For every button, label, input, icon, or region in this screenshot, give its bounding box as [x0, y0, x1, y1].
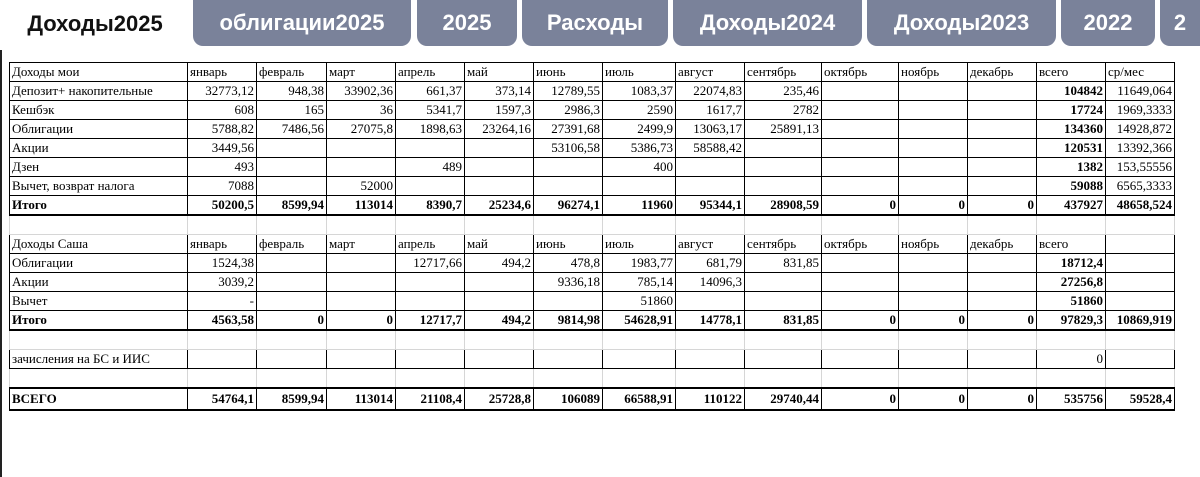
cell[interactable]: 1983,77 [603, 254, 676, 273]
cell[interactable]: 36 [327, 101, 396, 120]
cell[interactable] [327, 139, 396, 158]
cell[interactable] [327, 330, 396, 350]
cell[interactable]: Облигации [10, 120, 188, 139]
cell[interactable] [822, 330, 899, 350]
cell[interactable] [968, 177, 1037, 196]
cell[interactable] [396, 177, 465, 196]
cell[interactable] [745, 139, 822, 158]
cell[interactable]: сентябрь [745, 235, 822, 254]
cell[interactable] [745, 330, 822, 350]
cell[interactable]: 12717,66 [396, 254, 465, 273]
cell[interactable] [676, 158, 745, 177]
cell[interactable]: 8599,94 [257, 196, 327, 216]
tab-2025[interactable]: 2025 [417, 0, 517, 46]
cell[interactable] [534, 177, 603, 196]
cell[interactable]: 106089 [534, 388, 603, 410]
cell[interactable] [534, 330, 603, 350]
cell[interactable]: 23264,16 [465, 120, 534, 139]
cell[interactable] [1106, 235, 1175, 254]
cell[interactable] [899, 158, 968, 177]
cell[interactable]: май [465, 63, 534, 82]
cell[interactable]: 12717,7 [396, 311, 465, 331]
cell[interactable]: 0 [822, 388, 899, 410]
cell[interactable]: Акции [10, 139, 188, 158]
cell[interactable]: Депозит+ накопительные [10, 82, 188, 101]
cell[interactable]: 0 [968, 388, 1037, 410]
cell[interactable]: 165 [257, 101, 327, 120]
cell[interactable] [327, 254, 396, 273]
cell[interactable] [188, 215, 257, 235]
cell[interactable]: 7486,56 [257, 120, 327, 139]
cell[interactable] [257, 254, 327, 273]
cell[interactable] [257, 177, 327, 196]
cell[interactable] [822, 273, 899, 292]
cell[interactable]: Итого [10, 196, 188, 216]
cell[interactable]: 22074,83 [676, 82, 745, 101]
cell[interactable] [899, 330, 968, 350]
cell[interactable] [899, 254, 968, 273]
cell[interactable]: февраль [257, 235, 327, 254]
cell[interactable]: май [465, 235, 534, 254]
cell[interactable]: сентябрь [745, 63, 822, 82]
cell[interactable] [822, 215, 899, 235]
cell[interactable]: июнь [534, 235, 603, 254]
cell[interactable]: 48658,524 [1106, 196, 1175, 216]
cell[interactable]: 0 [899, 196, 968, 216]
cell[interactable]: 32773,12 [188, 82, 257, 101]
cell[interactable]: 493 [188, 158, 257, 177]
sasha-income-total-row [10, 311, 1175, 331]
cell[interactable] [10, 330, 188, 350]
cell[interactable]: 1524,38 [188, 254, 257, 273]
cell[interactable] [465, 215, 534, 235]
cell[interactable]: 6565,3333 [1106, 177, 1175, 196]
cell[interactable]: Доходы мои [10, 63, 188, 82]
cell[interactable]: ноябрь [899, 63, 968, 82]
cell[interactable]: 9336,18 [534, 273, 603, 292]
cell[interactable]: 1898,63 [396, 120, 465, 139]
cell[interactable]: 14928,872 [1106, 120, 1175, 139]
cell[interactable]: 29740,44 [745, 388, 822, 410]
cell[interactable] [676, 177, 745, 196]
cell[interactable]: ср/мес [1106, 63, 1175, 82]
cell[interactable] [822, 101, 899, 120]
cell[interactable]: 2986,3 [534, 101, 603, 120]
cell[interactable]: 5341,7 [396, 101, 465, 120]
cell[interactable] [327, 350, 396, 369]
cell[interactable]: 494,2 [465, 254, 534, 273]
cell[interactable] [968, 292, 1037, 311]
cell[interactable] [745, 158, 822, 177]
cell[interactable] [465, 369, 534, 389]
cell[interactable]: 97829,3 [1037, 311, 1106, 331]
cell[interactable]: 9814,98 [534, 311, 603, 331]
cell[interactable] [327, 273, 396, 292]
cell[interactable]: 25728,8 [465, 388, 534, 410]
cell[interactable] [1106, 215, 1175, 235]
cell[interactable]: 17724 [1037, 101, 1106, 120]
cell[interactable]: 96274,1 [534, 196, 603, 216]
cell[interactable] [188, 330, 257, 350]
cell[interactable]: 18712,4 [1037, 254, 1106, 273]
cell[interactable] [899, 139, 968, 158]
cell[interactable] [603, 215, 676, 235]
cell[interactable] [968, 254, 1037, 273]
cell[interactable]: 373,14 [465, 82, 534, 101]
cell[interactable] [465, 330, 534, 350]
cell[interactable]: 59528,4 [1106, 388, 1175, 410]
cell[interactable]: 400 [603, 158, 676, 177]
cell[interactable] [899, 350, 968, 369]
cell[interactable] [968, 273, 1037, 292]
cell[interactable]: 14096,3 [676, 273, 745, 292]
my-income-row [10, 82, 1175, 101]
cell[interactable] [1037, 369, 1106, 389]
cell[interactable] [676, 369, 745, 389]
cell[interactable]: 2782 [745, 101, 822, 120]
cell[interactable]: 51860 [603, 292, 676, 311]
cell[interactable]: 8390,7 [396, 196, 465, 216]
cell[interactable] [899, 120, 968, 139]
cell[interactable]: 110122 [676, 388, 745, 410]
cell[interactable]: 0 [968, 311, 1037, 331]
cell[interactable]: 661,37 [396, 82, 465, 101]
cell[interactable] [327, 158, 396, 177]
cell[interactable] [676, 350, 745, 369]
cell[interactable] [745, 292, 822, 311]
tab-dohody2023[interactable]: Доходы2023 [867, 0, 1056, 46]
cell[interactable]: апрель [396, 63, 465, 82]
cell[interactable]: 489 [396, 158, 465, 177]
sasha-income-row [10, 254, 1175, 273]
cell[interactable] [465, 350, 534, 369]
cell[interactable]: 51860 [1037, 292, 1106, 311]
my-income-row [10, 101, 1175, 120]
tab-overflow[interactable]: 2 [1160, 0, 1200, 46]
cell[interactable] [968, 330, 1037, 350]
cell[interactable] [465, 158, 534, 177]
sasha-income-row [10, 292, 1175, 311]
cell[interactable] [534, 292, 603, 311]
cell[interactable]: 1083,37 [603, 82, 676, 101]
cell[interactable]: март [327, 63, 396, 82]
cell[interactable]: 437927 [1037, 196, 1106, 216]
my-income-row [10, 139, 1175, 158]
cell[interactable] [745, 273, 822, 292]
cell[interactable]: 0 [899, 311, 968, 331]
cell[interactable]: 0 [899, 388, 968, 410]
cell[interactable] [1106, 369, 1175, 389]
cell[interactable]: ноябрь [899, 235, 968, 254]
cell[interactable] [822, 369, 899, 389]
cell[interactable] [603, 369, 676, 389]
cell[interactable] [822, 350, 899, 369]
cell[interactable]: 0 [257, 311, 327, 331]
cell[interactable]: 33902,36 [327, 82, 396, 101]
cell[interactable]: 13063,17 [676, 120, 745, 139]
cell[interactable]: 3449,56 [188, 139, 257, 158]
sasha-income-header-row [10, 235, 1175, 254]
tab-obligacii2025[interactable]: облигации2025 [193, 0, 411, 46]
cell[interactable] [188, 369, 257, 389]
blank-row [10, 330, 1175, 350]
cell[interactable] [1037, 330, 1106, 350]
cell[interactable] [257, 158, 327, 177]
cell[interactable]: Дзен [10, 158, 188, 177]
cell[interactable]: 59088 [1037, 177, 1106, 196]
cell[interactable]: август [676, 235, 745, 254]
cell[interactable] [822, 120, 899, 139]
cell[interactable] [968, 101, 1037, 120]
cell[interactable]: 7088 [188, 177, 257, 196]
cell[interactable] [745, 177, 822, 196]
cell[interactable]: июль [603, 235, 676, 254]
cell[interactable]: август [676, 63, 745, 82]
cell[interactable]: 66588,91 [603, 388, 676, 410]
cell[interactable]: 27075,8 [327, 120, 396, 139]
cell[interactable] [327, 292, 396, 311]
cell[interactable]: 831,85 [745, 311, 822, 331]
cell[interactable]: Акции [10, 273, 188, 292]
cell[interactable] [257, 330, 327, 350]
cell[interactable] [188, 350, 257, 369]
cell[interactable]: 11960 [603, 196, 676, 216]
cell[interactable] [396, 292, 465, 311]
cell[interactable]: 478,8 [534, 254, 603, 273]
cell[interactable] [745, 215, 822, 235]
cell[interactable]: 2590 [603, 101, 676, 120]
cell[interactable]: февраль [257, 63, 327, 82]
cell[interactable]: ВСЕГО [10, 388, 188, 410]
cell[interactable]: 8599,94 [257, 388, 327, 410]
cell[interactable] [396, 369, 465, 389]
cell[interactable]: 27391,68 [534, 120, 603, 139]
cell[interactable]: 535756 [1037, 388, 1106, 410]
cell[interactable]: 25234,6 [465, 196, 534, 216]
cell[interactable] [822, 139, 899, 158]
tab-2022[interactable]: 2022 [1061, 0, 1155, 46]
cell[interactable]: Облигации [10, 254, 188, 273]
cell[interactable] [465, 273, 534, 292]
cell[interactable]: 13392,366 [1106, 139, 1175, 158]
cell[interactable]: 608 [188, 101, 257, 120]
cell[interactable]: 948,38 [257, 82, 327, 101]
cell[interactable]: 1969,3333 [1106, 101, 1175, 120]
cell[interactable] [10, 369, 188, 389]
cell[interactable]: 50200,5 [188, 196, 257, 216]
cell[interactable]: 113014 [327, 196, 396, 216]
cell[interactable]: всего [1037, 235, 1106, 254]
cell[interactable] [534, 215, 603, 235]
cell[interactable]: 785,14 [603, 273, 676, 292]
cell[interactable] [465, 139, 534, 158]
cell[interactable]: 53106,58 [534, 139, 603, 158]
cell[interactable] [396, 273, 465, 292]
cell[interactable] [822, 177, 899, 196]
cell[interactable] [676, 292, 745, 311]
cell[interactable]: 3039,2 [188, 273, 257, 292]
cell[interactable] [968, 369, 1037, 389]
tab-dohody2025[interactable]: Доходы2025 [2, 0, 188, 50]
sasha-income-row [10, 273, 1175, 292]
my-income-row [10, 177, 1175, 196]
cell[interactable]: декабрь [968, 235, 1037, 254]
cell[interactable] [1106, 330, 1175, 350]
cell[interactable]: 0 [822, 311, 899, 331]
cell[interactable] [396, 350, 465, 369]
cell[interactable] [899, 292, 968, 311]
cell[interactable]: апрель [396, 235, 465, 254]
cell[interactable]: 14778,1 [676, 311, 745, 331]
cell[interactable] [257, 139, 327, 158]
cell[interactable] [10, 215, 188, 235]
cell[interactable] [1106, 254, 1175, 273]
sheet-left-edge [0, 50, 2, 477]
cell[interactable] [465, 177, 534, 196]
cell[interactable]: Доходы Саша [10, 235, 188, 254]
cell[interactable]: 5788,82 [188, 120, 257, 139]
cell[interactable]: Итого [10, 311, 188, 331]
cell[interactable]: 681,79 [676, 254, 745, 273]
cell[interactable]: октябрь [822, 63, 899, 82]
cell[interactable] [676, 215, 745, 235]
cell[interactable]: 54764,1 [188, 388, 257, 410]
cell[interactable] [465, 292, 534, 311]
cell[interactable]: декабрь [968, 63, 1037, 82]
cell[interactable]: 21108,4 [396, 388, 465, 410]
cell[interactable]: 494,2 [465, 311, 534, 331]
blank-row [10, 215, 1175, 235]
cell[interactable] [676, 330, 745, 350]
cell[interactable]: 120531 [1037, 139, 1106, 158]
cell[interactable]: 0 [822, 196, 899, 216]
cell[interactable]: 5386,73 [603, 139, 676, 158]
cell[interactable]: всего [1037, 63, 1106, 82]
cell[interactable]: 11649,064 [1106, 82, 1175, 101]
cell[interactable]: 153,55556 [1106, 158, 1175, 177]
cell[interactable] [603, 330, 676, 350]
cell[interactable] [396, 139, 465, 158]
cell[interactable]: 831,85 [745, 254, 822, 273]
cell[interactable] [822, 82, 899, 101]
cell[interactable] [1106, 292, 1175, 311]
cell[interactable] [534, 350, 603, 369]
cell[interactable] [1106, 350, 1175, 369]
my-income-row [10, 158, 1175, 177]
cell[interactable] [822, 292, 899, 311]
cell[interactable] [745, 369, 822, 389]
cell[interactable] [968, 350, 1037, 369]
my-income-row [10, 120, 1175, 139]
cell[interactable] [1106, 273, 1175, 292]
cell[interactable] [257, 369, 327, 389]
sheet-tab-bar [0, 0, 1200, 50]
cell[interactable]: 2499,9 [603, 120, 676, 139]
tab-dohody2024[interactable]: Доходы2024 [673, 0, 862, 46]
cell[interactable]: 28908,59 [745, 196, 822, 216]
cell[interactable] [534, 369, 603, 389]
cell[interactable] [968, 120, 1037, 139]
my-income-total-row [10, 196, 1175, 216]
cell[interactable] [968, 139, 1037, 158]
cell[interactable] [396, 330, 465, 350]
spreadsheet-grid[interactable] [9, 62, 1175, 411]
cell[interactable]: 0 [327, 311, 396, 331]
cell[interactable] [257, 350, 327, 369]
cell[interactable]: 58588,42 [676, 139, 745, 158]
cell[interactable]: 27256,8 [1037, 273, 1106, 292]
cell[interactable]: март [327, 235, 396, 254]
cell[interactable] [899, 273, 968, 292]
cell[interactable] [257, 215, 327, 235]
cell[interactable] [968, 215, 1037, 235]
cell[interactable] [899, 177, 968, 196]
blank-row [10, 369, 1175, 389]
cell[interactable] [968, 82, 1037, 101]
cell[interactable]: июль [603, 63, 676, 82]
cell[interactable] [899, 101, 968, 120]
cell[interactable] [899, 215, 968, 235]
cell[interactable] [822, 158, 899, 177]
cell[interactable]: октябрь [822, 235, 899, 254]
cell[interactable]: 95344,1 [676, 196, 745, 216]
cell[interactable]: 0 [968, 196, 1037, 216]
cell[interactable]: 0 [1037, 350, 1106, 369]
cell[interactable]: зачисления на БС и ИИС [10, 350, 188, 369]
cell[interactable]: 1597,3 [465, 101, 534, 120]
cell[interactable]: 25891,13 [745, 120, 822, 139]
cell[interactable]: 52000 [327, 177, 396, 196]
cell[interactable] [257, 292, 327, 311]
cell[interactable]: январь [188, 63, 257, 82]
cell[interactable] [603, 350, 676, 369]
cell[interactable] [822, 254, 899, 273]
cell[interactable]: Вычет, возврат налога [10, 177, 188, 196]
grand-total-row [10, 388, 1175, 410]
cell[interactable]: 113014 [327, 388, 396, 410]
cell[interactable]: 10869,919 [1106, 311, 1175, 331]
cell[interactable]: 104842 [1037, 82, 1106, 101]
cell[interactable]: 134360 [1037, 120, 1106, 139]
cell[interactable]: 12789,55 [534, 82, 603, 101]
cell[interactable]: 54628,91 [603, 311, 676, 331]
cell[interactable] [899, 82, 968, 101]
cell[interactable] [257, 273, 327, 292]
cell[interactable] [327, 369, 396, 389]
cell[interactable]: 4563,58 [188, 311, 257, 331]
cell[interactable]: 1382 [1037, 158, 1106, 177]
transfers-row [10, 350, 1175, 369]
cell[interactable] [899, 369, 968, 389]
cell[interactable]: январь [188, 235, 257, 254]
cell[interactable]: 1617,7 [676, 101, 745, 120]
cell[interactable] [396, 215, 465, 235]
cell[interactable]: Кешбэк [10, 101, 188, 120]
cell[interactable] [1037, 215, 1106, 235]
cell[interactable]: - [188, 292, 257, 311]
cell[interactable] [968, 158, 1037, 177]
cell[interactable] [534, 158, 603, 177]
cell[interactable] [327, 215, 396, 235]
cell[interactable]: 235,46 [745, 82, 822, 101]
cell[interactable] [745, 350, 822, 369]
cell[interactable]: июнь [534, 63, 603, 82]
cell[interactable]: Вычет [10, 292, 188, 311]
tab-rashody[interactable]: Расходы [522, 0, 668, 46]
cell[interactable] [603, 177, 676, 196]
my-income-header-row [10, 63, 1175, 82]
